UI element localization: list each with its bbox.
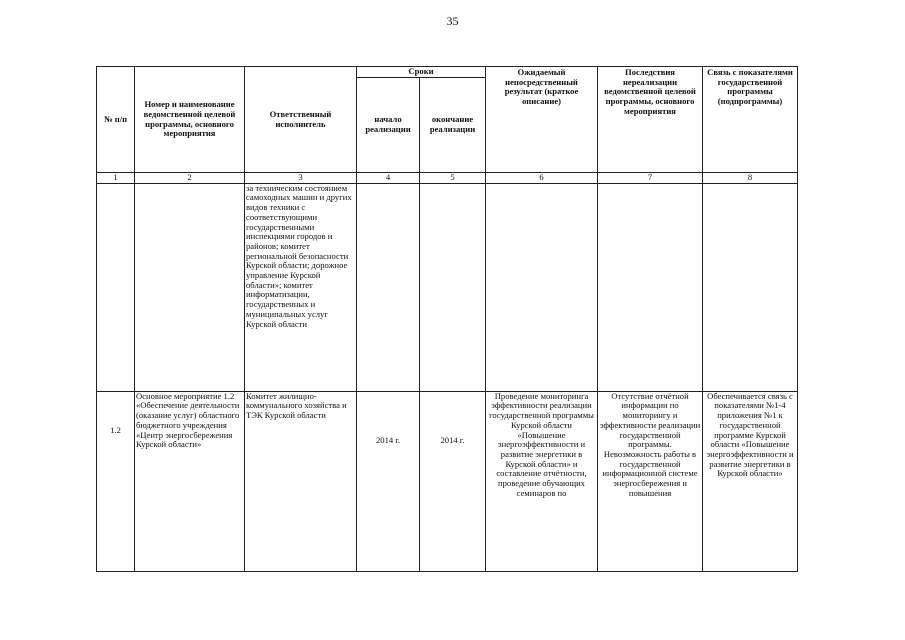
column-number: 3 xyxy=(245,173,357,184)
header-executor: Ответственный исполнитель xyxy=(245,67,357,173)
header-sroki: Сроки xyxy=(357,67,486,78)
executor: Комитет жилищно-коммунального хозяйства и ТЭК Курской области xyxy=(245,391,357,571)
page-number: 35 xyxy=(446,14,459,28)
header-consequences: Последствия нереализации ведомственной целевой программы, основного мероприятия xyxy=(598,67,703,173)
expected-result: Проведение мониторинга эффективности реализации государственной программы Курской области «Повышение энергоэффективности и развитие энергетики в Курской области» и составление отчётности, проведение обучающих семинаров по xyxy=(486,391,598,571)
column-number: 6 xyxy=(486,173,598,184)
end-date: 2014 г. xyxy=(420,391,486,571)
header-start: начало реализации xyxy=(357,78,420,173)
table-row xyxy=(97,183,798,391)
column-number: 7 xyxy=(598,173,703,184)
column-number: 4 xyxy=(357,173,420,184)
column-number: 1 xyxy=(97,173,135,184)
header-indicator-link: Связь с показателями государственной программы (подпрограммы) xyxy=(703,67,798,173)
start-date: 2014 г. xyxy=(357,391,420,571)
header-expected-result: Ожидаемый непосредственный результат (краткое описание) xyxy=(486,67,598,173)
header-program-name: Номер и наименование ведомственной целевой программы, основного мероприятия xyxy=(135,67,245,173)
executor-continuation: за техническим состоянием самоходных машин и других видов техники с соответствующими государственными инспекциями городов и районов; комитет региональной безопасности Курской области; дорожное управление Курской области»; комитет информатизации, государственных и муниципальных услуг Курской области xyxy=(245,183,357,391)
header-end: окончание реализации xyxy=(420,78,486,173)
consequences: Отсутствие отчётной информации по мониторингу и эффективности реализации государственной программы. Невозможность работы в государственной информационной системе энергосбережения и повышения xyxy=(598,391,703,571)
program-name: Основное мероприятие 1.2 «Обеспечение деятельности (оказание услуг) областного бюджетного учреждения «Центр энергосбережения Курской области» xyxy=(135,391,245,571)
program-table xyxy=(96,66,798,572)
column-number: 2 xyxy=(135,173,245,184)
row-number: 1.2 xyxy=(97,391,135,571)
column-number: 8 xyxy=(703,173,798,184)
header-number: № п/п xyxy=(97,67,135,173)
column-number: 5 xyxy=(420,173,486,184)
table-row xyxy=(97,391,798,571)
indicator-link: Обеспечивается связь с показателями №1-4 приложения №1 к государственной программе Курской области «Повышение энергоэффективности и развитие энергетики в Курской области» xyxy=(703,391,798,571)
